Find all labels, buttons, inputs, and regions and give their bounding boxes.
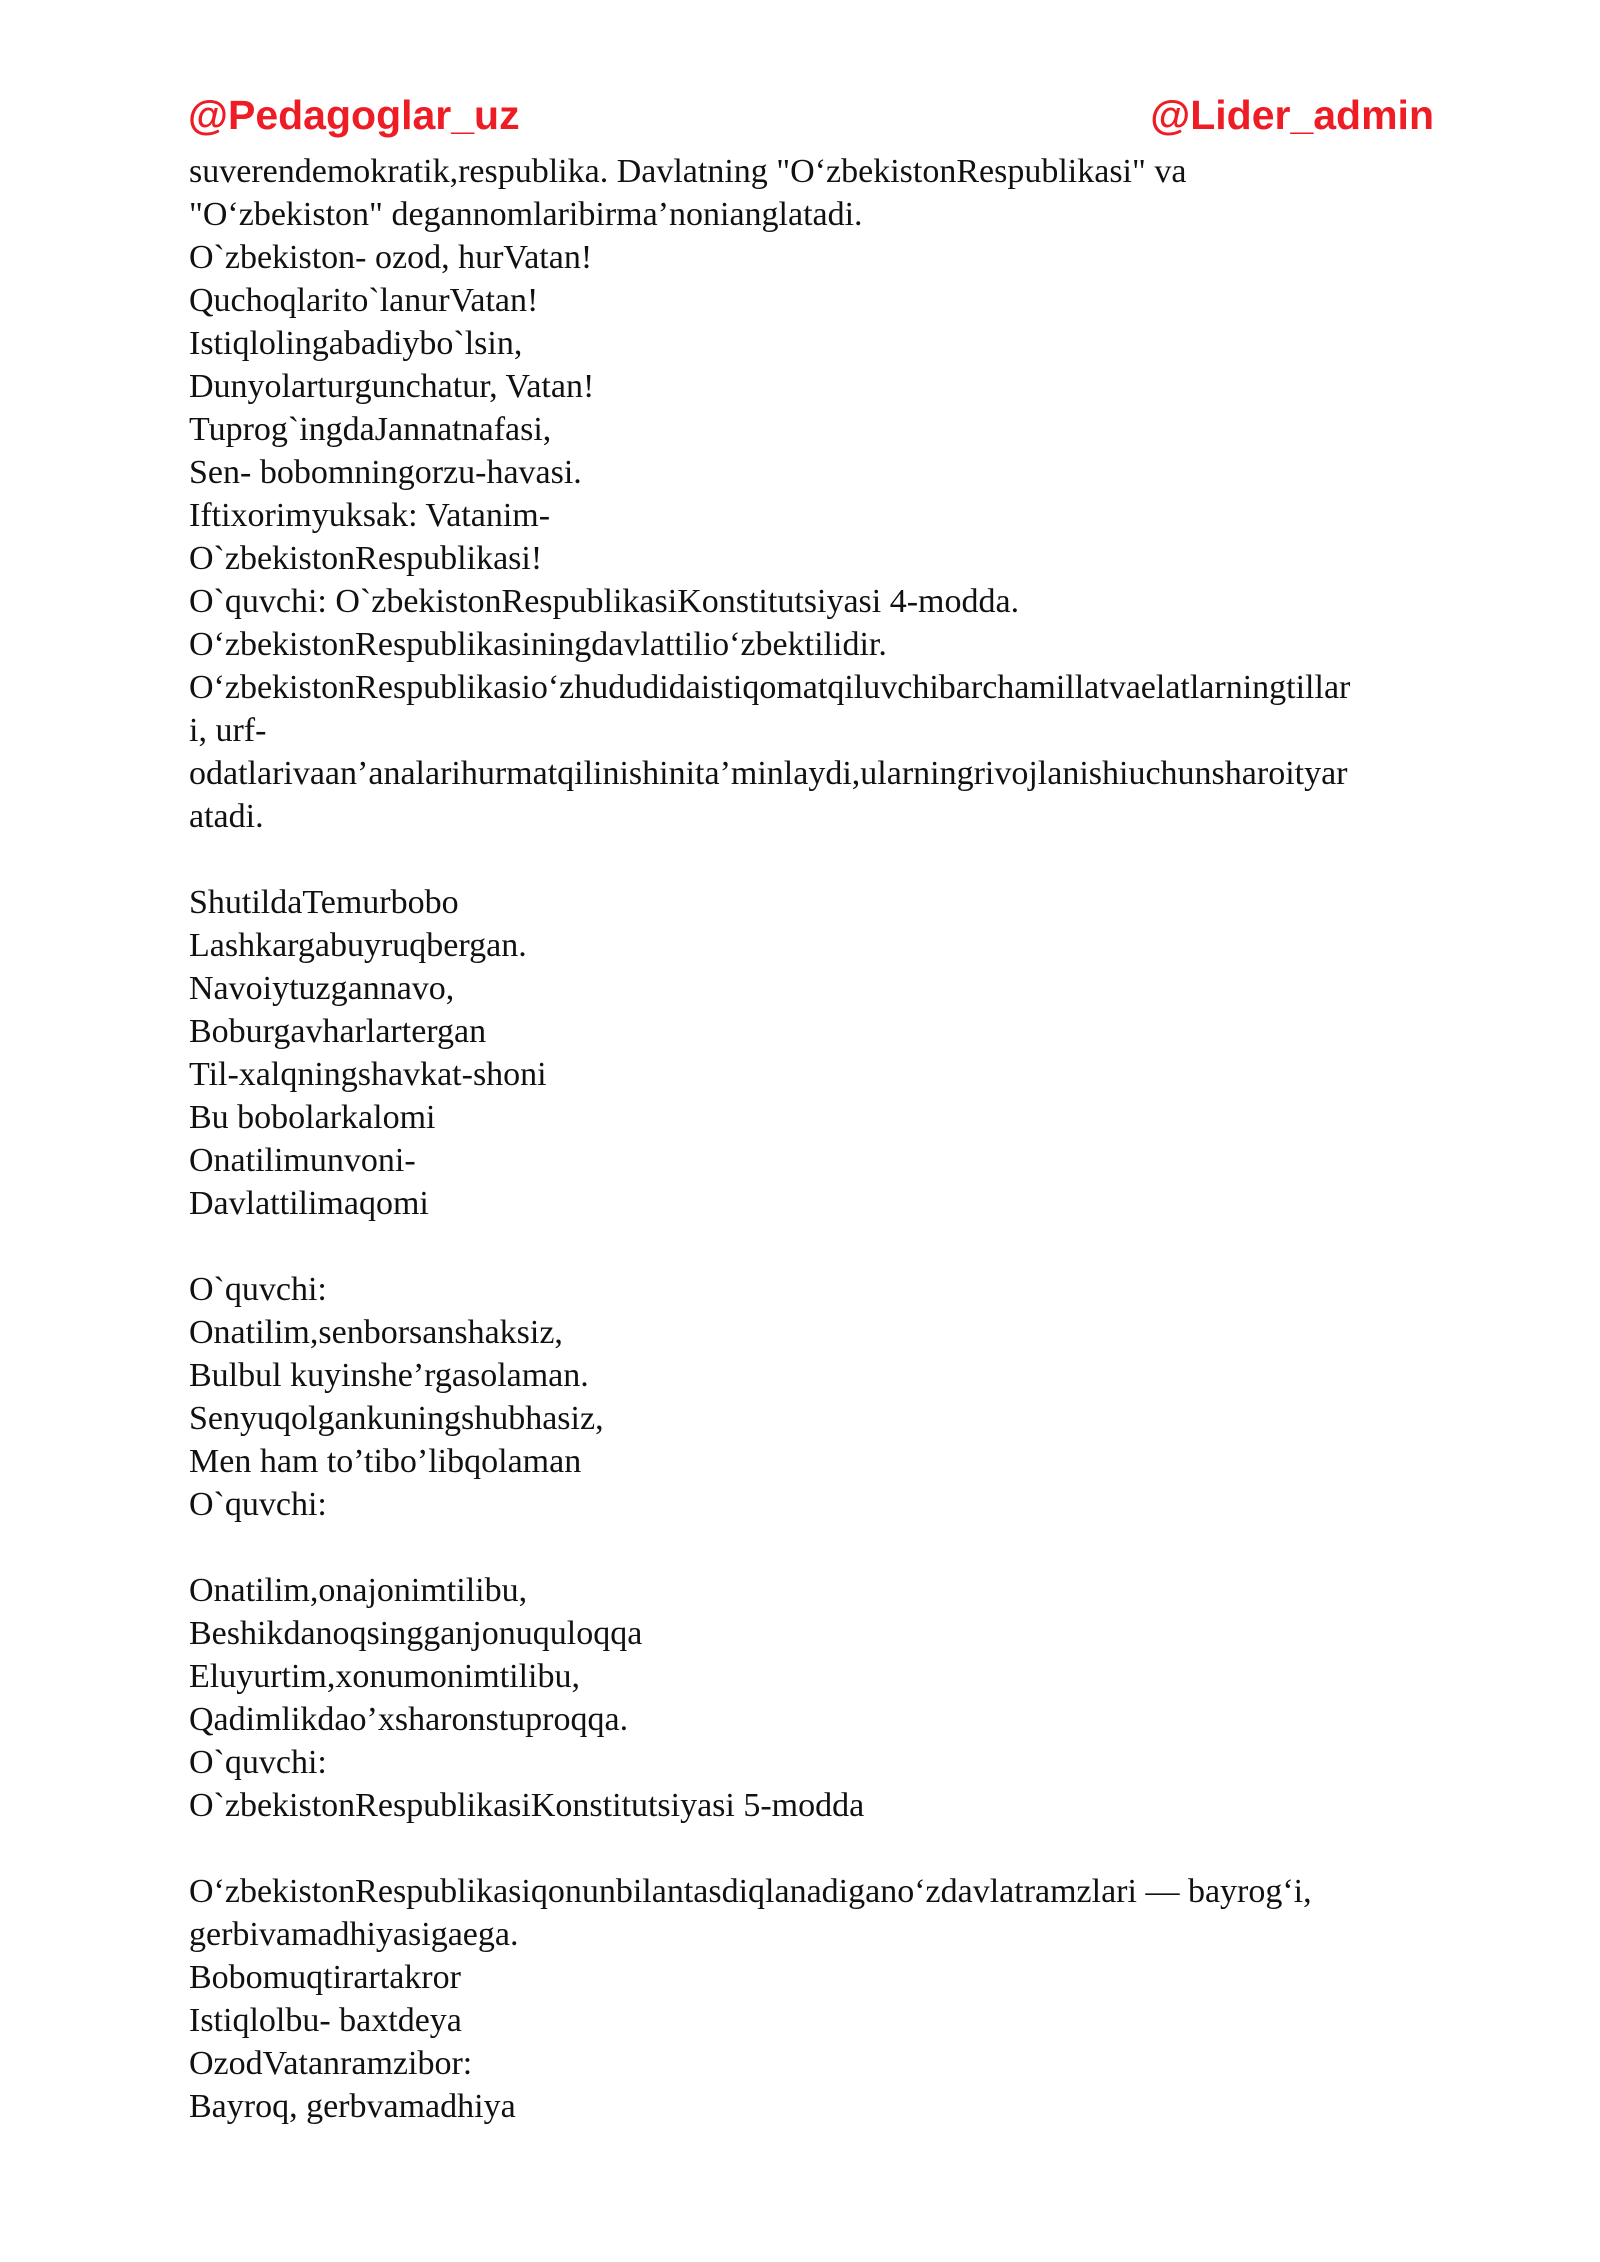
text-line: Istiqlolbu- baxtdeya [189,2002,462,2039]
text-line: Til-xalqningshavkat-shoni [189,1056,547,1093]
text-line: O`quvchi: [189,1486,327,1523]
text-line: Bayroq, gerbvamadhiya [189,2088,516,2125]
text-line: O`quvchi: [189,1271,327,1308]
text-line: Eluyurtim,xonumonimtilibu, [189,1658,580,1695]
blank-line [189,1827,1479,1870]
blank-line [189,1225,1479,1268]
text-line: OzodVatanramzibor: [189,2045,473,2082]
blank-line [189,838,1479,881]
text-line: i, urf- [189,712,267,749]
text-line: atadi. [189,798,264,835]
text-line: Navoiytuzgannavo, [189,970,455,1007]
text-line: Senyuqolgankuningshubhasiz, [189,1400,604,1437]
text-line: Lashkargabuyruqbergan. [189,927,527,964]
header-left-handle: @Pedagoglar_uz [188,92,520,138]
text-line: suverendemokratik,respublika. Davlatning "O‘zbekistonRespublikasi" va [189,153,1187,190]
text-line: Beshikdanoqsingganjonuquloqqa [189,1615,643,1652]
text-line: Bobomuqtirartakror [189,1959,461,1996]
text-line: O‘zbekistonRespublikasio‘zhududidaistiqomatqiluvchibarchamillatvaelatlarningtillar [189,669,1351,706]
text-line: Bu bobolarkalomi [189,1099,436,1136]
text-line: Boburgavharlartergan [189,1013,487,1050]
header-right-handle: @Lider_admin [1150,92,1434,138]
text-line: Tuprog`ingdaJannatnafasi, [189,411,552,448]
text-line: O`zbekistonRespublikasiKonstitutsiyasi 5-modda [189,1787,865,1824]
text-line: O`zbekistonRespublikasi! [189,540,543,577]
text-line: O‘zbekistonRespublikasiqonunbilantasdiqlanadigano‘zdavlatramzlari — bayrog‘i, [189,1873,1312,1910]
text-line: ShutildaTemurbobo [189,884,459,921]
text-line: Sen- bobomningorzu-havasi. [189,454,582,491]
text-line: Qadimlikdao’xsharonstuproqqa. [189,1701,629,1738]
text-line: Onatilim,senborsanshaksiz, [189,1314,563,1351]
text-line: odatlarivaan’analarihurmatqilinishinita’minlaydi,ularningrivojlanishiuchunsharoityar [189,755,1348,792]
document-body [189,150,1479,2128]
text-line: O‘zbekistonRespublikasiningdavlattilio‘zbektilidir. [189,626,887,663]
text-line: Davlattilimaqomi [189,1185,429,1222]
text-line: Bulbul kuyinshe’rgasolaman. [189,1357,589,1394]
blank-line [189,1526,1479,1569]
text-line: Iftixorimyuksak: Vatanim- [189,497,551,534]
page-header [188,92,1434,148]
text-line: "O‘zbekiston" degannomlaribirma’nonianglatadi. [189,196,863,233]
text-line: O`quvchi: [189,1744,327,1781]
text-line: Men ham to’tibo’libqolaman [189,1443,582,1480]
text-line: Onatilim,onajonimtilibu, [189,1572,528,1609]
text-line: Dunyolarturgunchatur, Vatan! [189,368,595,405]
text-line: Istiqlolingabadiybo`lsin, [189,325,523,362]
text-line: gerbivamadhiyasigaega. [189,1916,519,1953]
text-line: O`quvchi: O`zbekistonRespublikasiKonstitutsiyasi 4-modda. [189,583,1020,620]
text-line: Onatilimunvoni- [189,1142,416,1179]
text-line: O`zbekiston- ozod, hurVatan! [189,239,593,276]
text-line: Quchoqlarito`lanurVatan! [189,282,539,319]
